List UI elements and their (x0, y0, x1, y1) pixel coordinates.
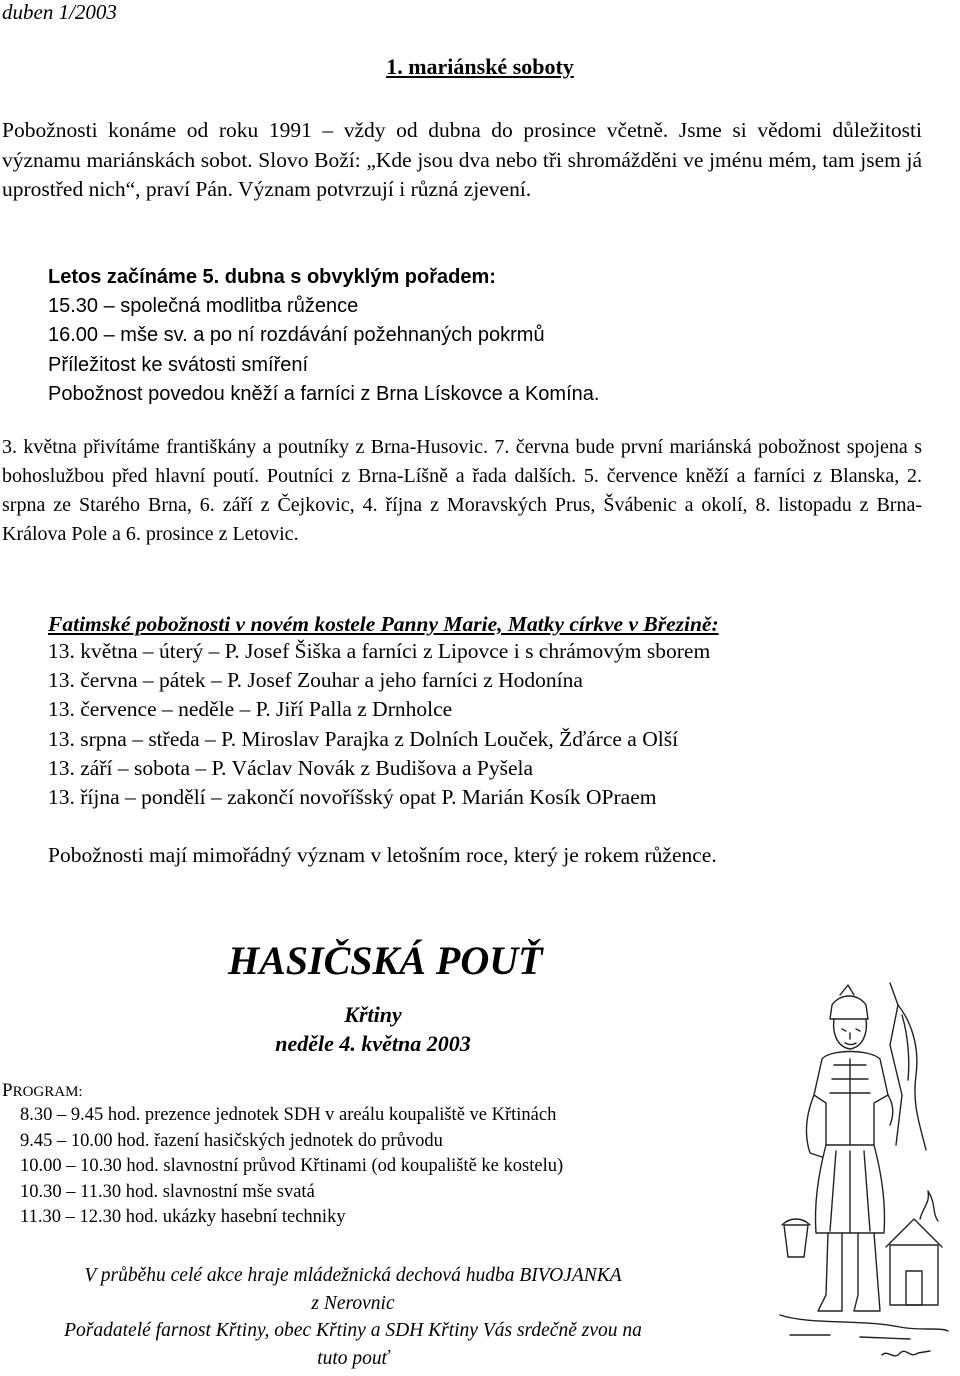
fatima-item: 13. května – úterý – P. Josef Šiška a farníci z Lipovce i s chrámovým sborem (48, 639, 711, 663)
schedule-item: 15.30 – společná modlitba růžence (48, 295, 359, 318)
music-line: V průběhu celé akce hraje mládežnická dechová hudba BIVOJANKA (84, 1265, 622, 1286)
schedule-block (48, 263, 599, 409)
event-date: neděle 4. května 2003 (275, 1031, 471, 1056)
organizers-line: tuto pouť (317, 1347, 389, 1369)
followup-paragraph: 3. května přivítáme františkány a poutníky z Brna-Husovic. 7. června bude první mariánská pobožnost spojena s bohoslužbou před hlavní poutí. Poutníci z Brna-Líšně a řada dalších. 5. července kněží a farníci z Blanska, 2. srpna ze Starého Brna, 6. září z Čejkovic, 4. října z Moravských Prus, Švábenic a okolí, 8. listopadu z Brna-Králova Pole a 6. prosince z Letovic. (2, 436, 922, 545)
issue-header: duben 1/2003 (2, 0, 117, 24)
program-label (2, 1080, 83, 1102)
schedule-item: Pobožnost povedou kněží a farníci z Brna Lískovce a Komína. (48, 382, 600, 405)
schedule-heading: Letos začínáme 5. dubna s obvyklým pořadem: (48, 266, 496, 288)
fatima-item: 13. září – sobota – P. Václav Novák z Budišova a Pyšela (48, 755, 534, 780)
fatima-heading: Fatimské pobožnosti v novém kostele Panny Marie, Matky církve v Březině: (48, 612, 719, 636)
st-florian-drawing-icon (770, 975, 950, 1370)
section-title-marian-saturdays: 1. mariánské soboty (386, 54, 574, 79)
fatima-item: 13. října – pondělí – zakončí novoříšský opat P. Marián Kosík OPraem (48, 784, 657, 809)
fatima-item: 13. června – pátek – P. Josef Zouhar a jeho farníci z Hodonína (48, 668, 583, 693)
fatima-item: 13. srpna – středa – P. Miroslav Parajka z Dolních Louček, Žďárce a Olší (48, 726, 679, 751)
closing-sentence: Pobožnosti mají mimořádný význam v letošním roce, který je rokem růžence. (48, 843, 717, 867)
program-row: 10.30 – 11.30 hod. slavnostní mše svatá (20, 1181, 315, 1202)
schedule-item: 16.00 – mše sv. a po ní rozdávání požehnaných pokrmů (48, 324, 545, 347)
st-florian-drawing-svg (770, 975, 950, 1370)
intro-paragraph: Pobožnosti konáme od roku 1991 – vždy od dubna do prosince včetně. Jsme si vědomi důležitosti významu mariánskách sobot. Slovo Boží: „Kde jsou dva nebo tři shromážděni ve jménu mém, tam jsem já uprostřed nich“, praví Pán. Význam potvrzují i různá zjevení. (2, 118, 922, 201)
program-row: 11.30 – 12.30 hod. ukázky hasební techniky (20, 1207, 346, 1227)
program-row: 9.45 – 10.00 hod. řazení hasičských jednotek do průvodu (20, 1130, 443, 1151)
program-list (20, 1103, 563, 1231)
program-label-initial: P (2, 1080, 13, 1101)
music-and-organizers (0, 1262, 706, 1372)
program-label-rest: ROGRAM: (12, 1084, 83, 1100)
organizers-line: Pořadatelé farnost Křtiny, obec Křtiny a SDH Křtiny Vás srdečně zvou na (64, 1320, 642, 1341)
event-place: Křtiny (344, 1002, 402, 1027)
program-row: 10.00 – 10.30 hod. slavnostní průvod Křtinami (od koupaliště ke kostelu) (20, 1156, 564, 1176)
schedule-item: Příležitost ke svátosti smíření (48, 353, 309, 376)
fatima-block (48, 608, 719, 812)
fatima-item: 13. července – neděle – P. Jiří Palla z Drnholce (48, 697, 453, 722)
event-title: HASIČSKÁ POUŤ (228, 938, 543, 983)
music-line: z Nerovnic (311, 1292, 395, 1314)
program-row: 8.30 – 9.45 hod. prezence jednotek SDH v areálu koupaliště ve Křtinách (20, 1105, 557, 1125)
